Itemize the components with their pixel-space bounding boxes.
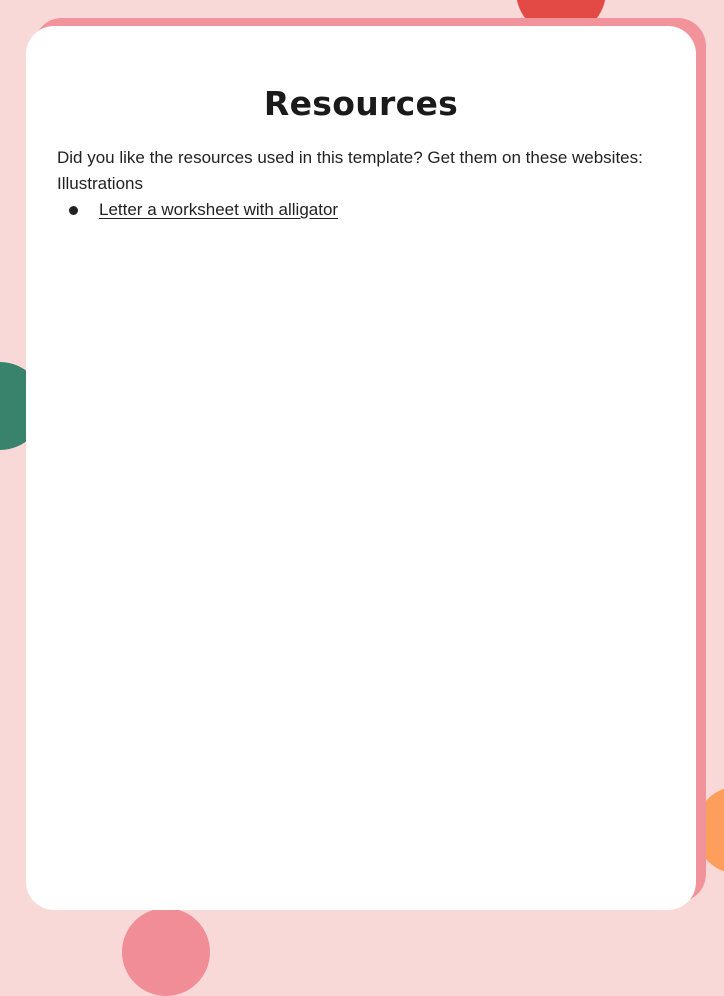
section-label-illustrations: Illustrations <box>57 174 143 193</box>
decorative-circle-pink <box>122 908 210 996</box>
resource-list <box>57 198 338 222</box>
page-title: Resources <box>263 84 459 123</box>
list-item <box>57 198 338 222</box>
intro-text: Did you like the resources used in this template? Get them on these websites: <box>57 148 643 167</box>
bullet-icon <box>69 206 78 215</box>
resource-link[interactable]: Letter a worksheet with alligator <box>99 200 339 219</box>
resources-card <box>26 26 696 910</box>
